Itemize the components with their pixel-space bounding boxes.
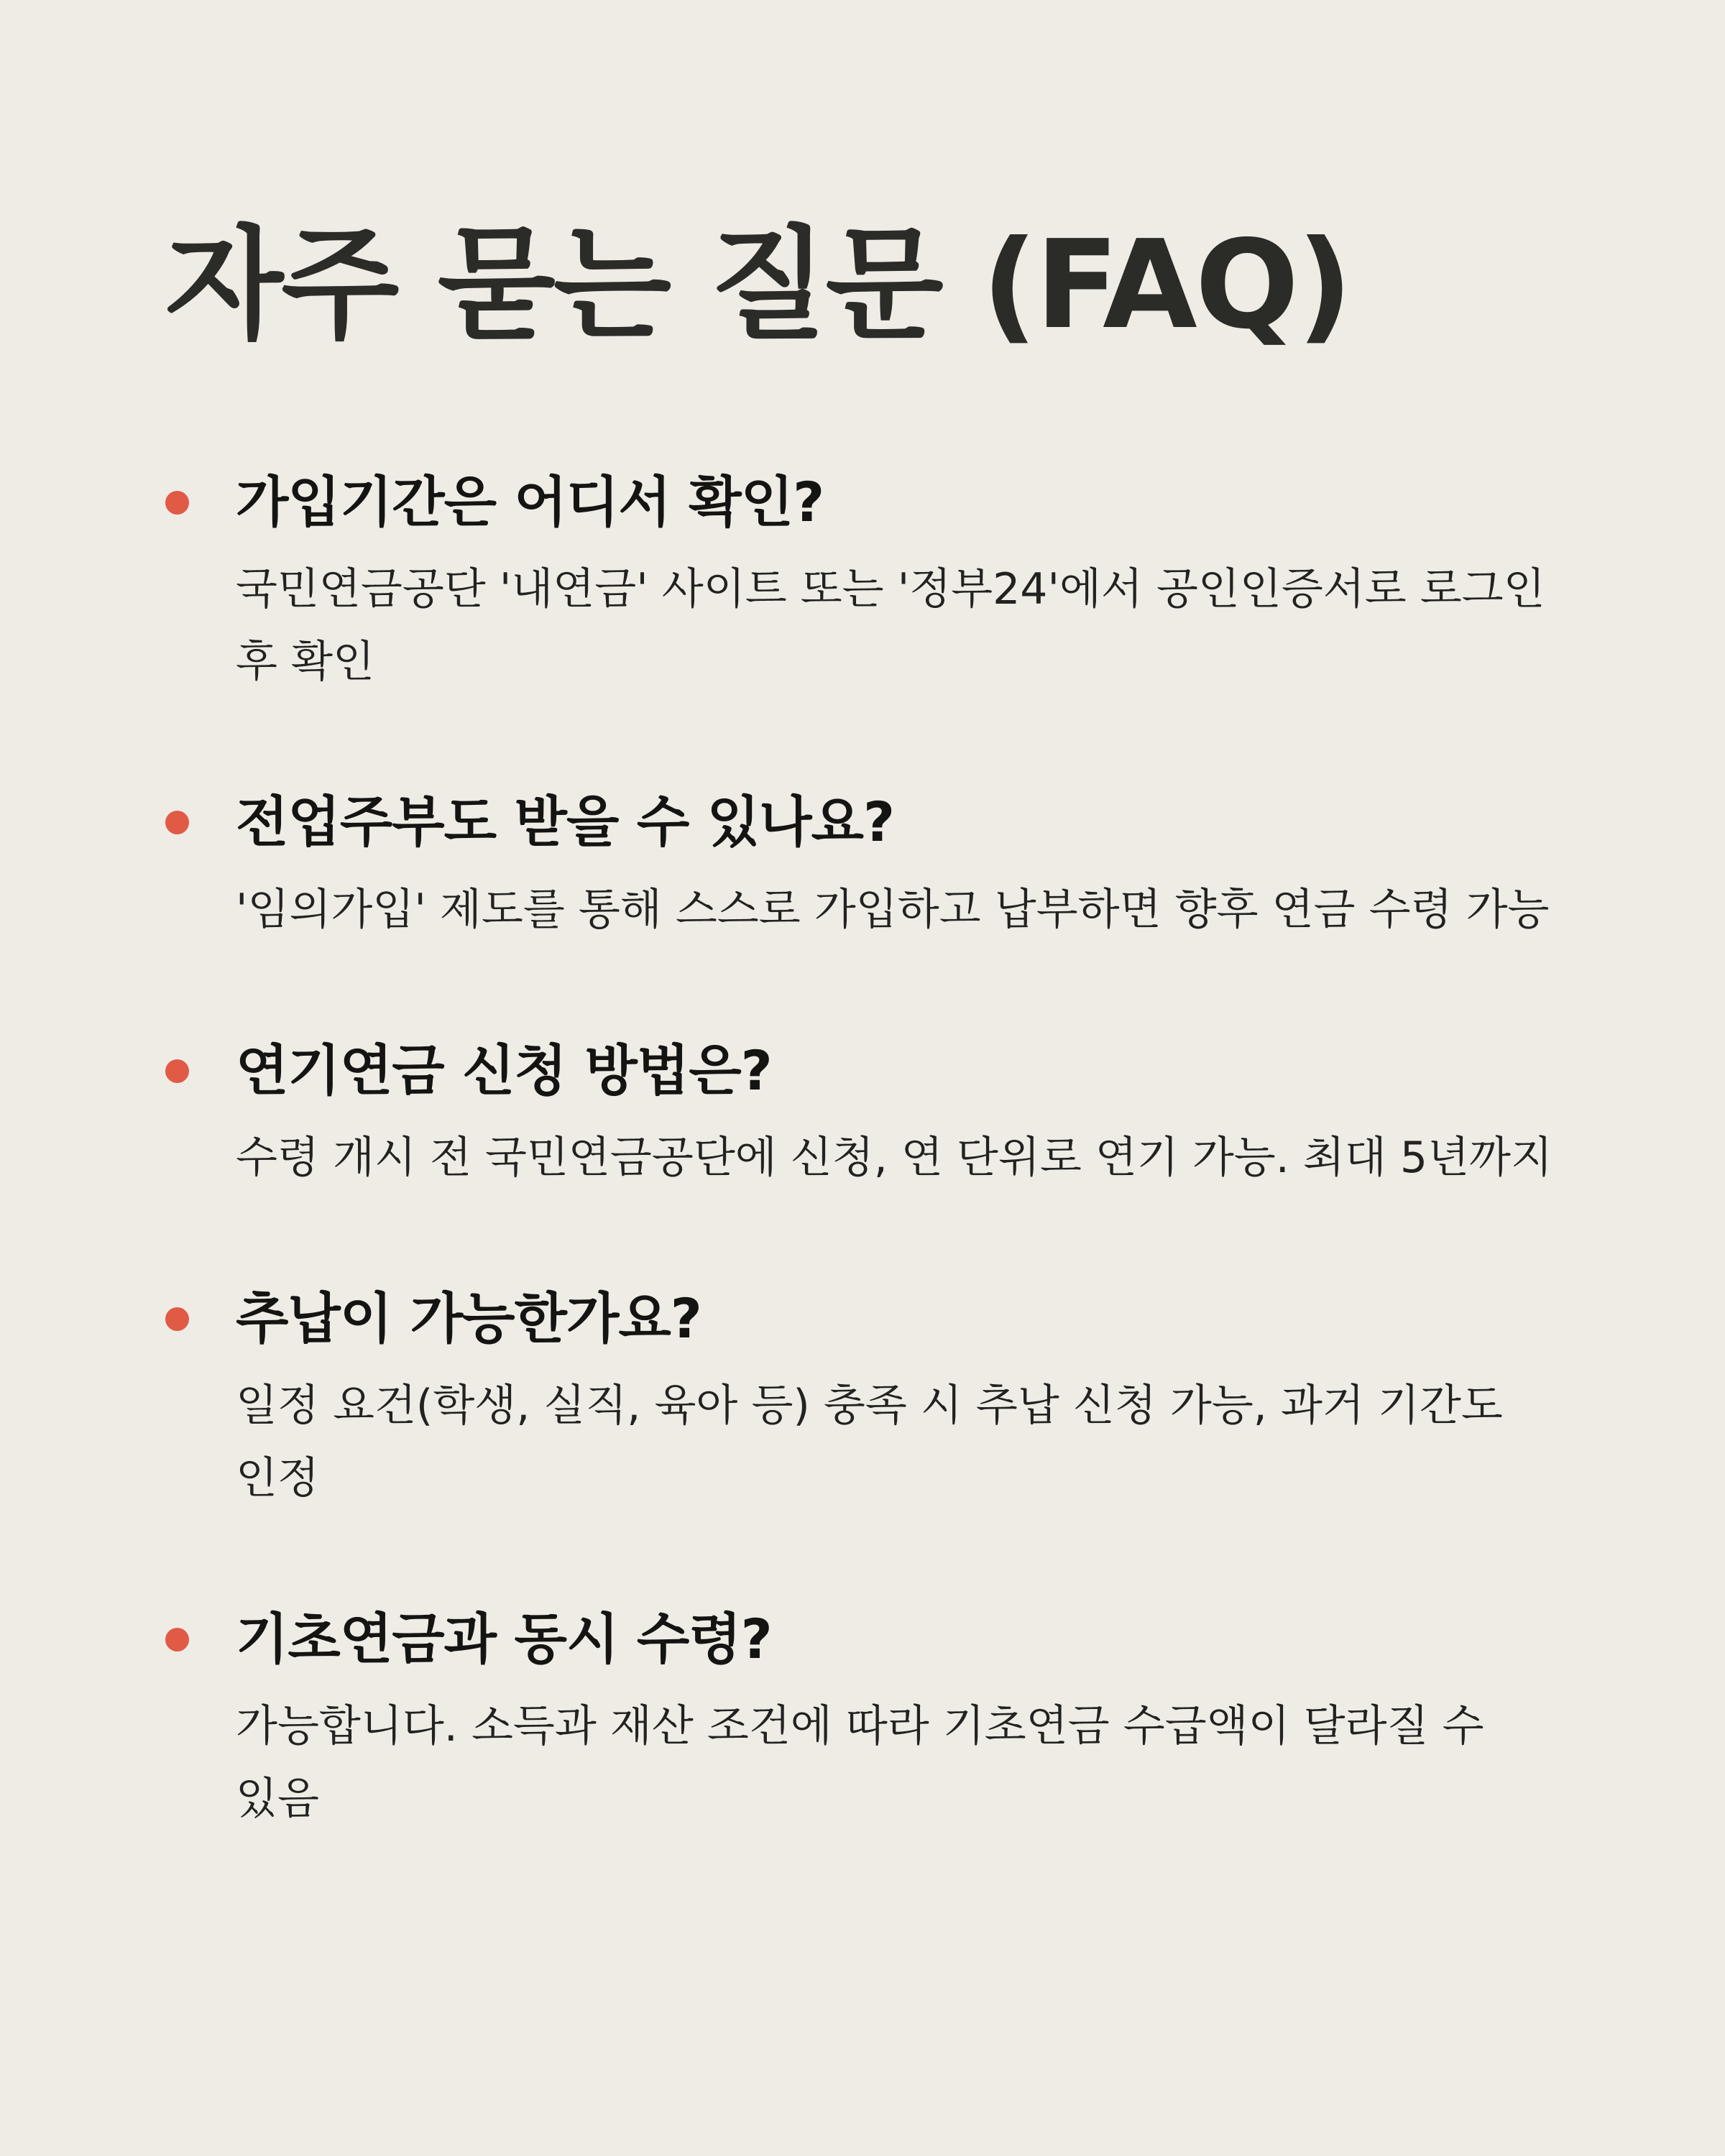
bullet-dot-icon [165,811,189,834]
faq-question: 가입기간은 어디서 확인? [236,469,824,534]
faq-answer: 가능합니다. 소득과 재산 조건에 따라 기초연금 수급액이 달라질 수 있음 [236,1701,1484,1825]
faq-item [165,464,1560,699]
faq-answer: '임의가입' 제도를 통해 스스로 가입하고 납부하면 향후 연금 수령 가능 [236,884,1550,935]
bullet-dot-icon [165,491,189,515]
page-title: 자주 묻는 질문 (FAQ) [165,214,1351,356]
faq-item [165,1281,1560,1515]
faq-answer: 일정 요건(학생, 실직, 육아 등) 충족 시 추납 신청 가능, 과거 기간도 인정 [236,1381,1503,1504]
faq-question: 전업주부도 받을 수 있나요? [236,790,895,854]
faq-question: 기초연금과 동시 수령? [236,1606,772,1671]
faq-answer: 수령 개시 전 국민연금공단에 신청, 연 단위로 연기 가능. 최대 5년까지 [236,1133,1552,1184]
faq-list [165,464,1560,1835]
faq-item [165,1601,1560,1835]
faq-question: 연기연금 신청 방법은? [236,1038,772,1102]
faq-item [165,1033,1560,1194]
faq-item [165,784,1560,946]
bullet-dot-icon [165,1059,189,1083]
bullet-dot-icon [165,1307,189,1331]
bullet-dot-icon [165,1628,189,1651]
faq-question: 추납이 가능한가요? [236,1286,702,1350]
faq-answer: 국민연금공단 '내연금' 사이트 또는 '정부24'에서 공인인증서로 로그인 후 확인 [236,563,1545,687]
